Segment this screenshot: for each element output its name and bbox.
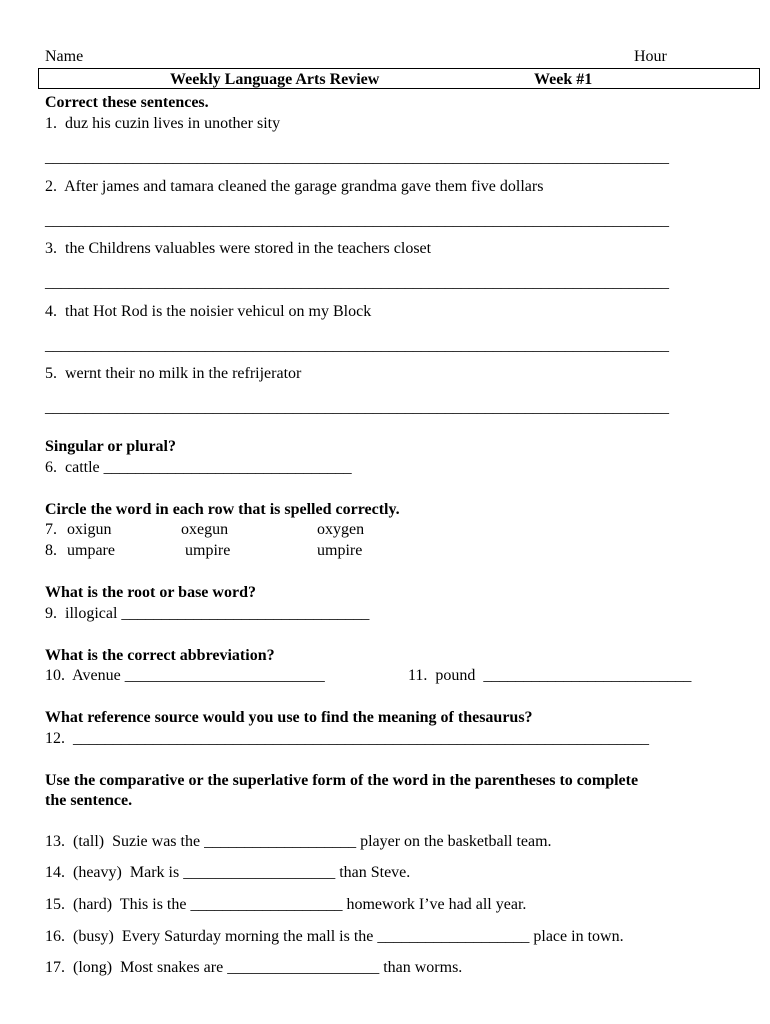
spelling-row-8-number: 8.: [45, 542, 57, 559]
question-6[interactable]: 6. cattle _______________________________: [45, 459, 352, 476]
hour-label: Hour: [634, 48, 667, 65]
worksheet-title: Weekly Language Arts Review: [170, 71, 380, 88]
reference-heading: What reference source would you use to find the meaning of thesaurus?: [45, 709, 533, 726]
spelling-option[interactable]: umpire: [317, 542, 363, 559]
spelling-option[interactable]: oxygen: [317, 521, 365, 538]
answer-line-5[interactable]: ______________________________________________________________________________: [45, 399, 669, 416]
question-3: 3. the Childrens valuables were stored in the teachers closet: [45, 240, 432, 257]
question-13[interactable]: 13. (tall) Suzie was the ___________________ player on the basketball team.: [45, 833, 552, 850]
question-15[interactable]: 15. (hard) This is the ___________________ homework I’ve had all year.: [45, 896, 527, 913]
question-2: 2. After james and tamara cleaned the garage grandma gave them five dollars: [45, 178, 544, 195]
question-16[interactable]: 16. (busy) Every Saturday morning the mall is the ___________________ place in town.: [45, 928, 624, 945]
name-label: Name: [45, 48, 84, 65]
question-4: 4. that Hot Rod is the noisier vehicul on my Block: [45, 303, 372, 320]
question-1: 1. duz his cuzin lives in unother sity: [45, 115, 281, 132]
question-9[interactable]: 9. illogical _______________________________: [45, 605, 370, 622]
week-label: Week #1: [534, 71, 593, 88]
answer-line-3[interactable]: ______________________________________________________________________________: [45, 274, 669, 291]
question-14[interactable]: 14. (heavy) Mark is ___________________ than Steve.: [45, 864, 411, 881]
plural-heading: Singular or plural?: [45, 438, 176, 455]
correct-sentences-heading: Correct these sentences.: [45, 94, 209, 111]
comparative-heading-line-2: the sentence.: [45, 792, 133, 809]
comparative-heading-line-1: Use the comparative or the superlative form of the word in the parentheses to complete: [45, 772, 639, 789]
root-word-heading: What is the root or base word?: [45, 584, 256, 601]
question-10[interactable]: 10. Avenue _________________________: [45, 667, 325, 684]
answer-line-4[interactable]: ______________________________________________________________________________: [45, 337, 669, 354]
spelling-option[interactable]: umpare: [67, 542, 115, 559]
question-11[interactable]: 11. pound __________________________: [408, 667, 692, 684]
question-5: 5. wernt their no milk in the refrijerator: [45, 365, 302, 382]
spelling-option[interactable]: oxigun: [67, 521, 112, 538]
spelling-option[interactable]: oxegun: [181, 521, 229, 538]
spelling-option[interactable]: umpire: [185, 542, 231, 559]
answer-line-2[interactable]: ______________________________________________________________________________: [45, 212, 669, 229]
title-box: [38, 68, 760, 89]
question-12[interactable]: 12. ________________________________________________________________________: [45, 730, 649, 747]
answer-line-1[interactable]: ______________________________________________________________________________: [45, 149, 669, 166]
abbreviation-heading: What is the correct abbreviation?: [45, 647, 275, 664]
spelling-row-7-number: 7.: [45, 521, 57, 538]
spelling-heading: Circle the word in each row that is spelled correctly.: [45, 501, 400, 518]
question-17[interactable]: 17. (long) Most snakes are ___________________ than worms.: [45, 959, 463, 976]
